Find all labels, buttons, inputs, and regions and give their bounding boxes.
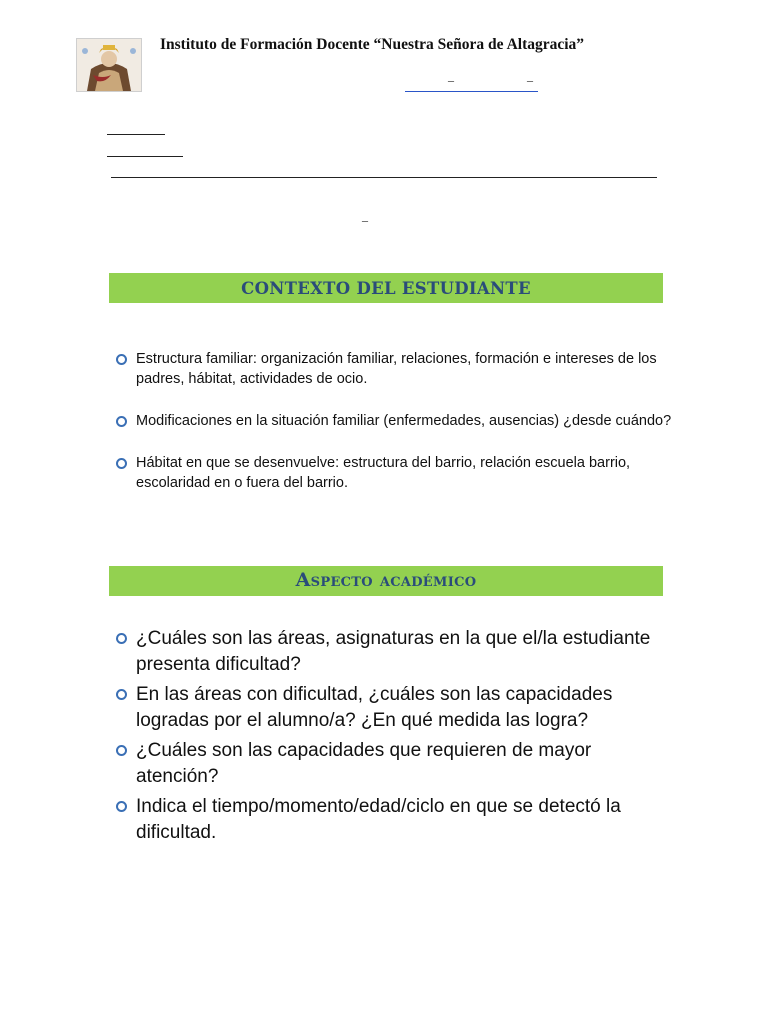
list-item-text: ¿Cuáles son las capacidades que requieren de mayor atención? [136, 740, 592, 787]
list-item [114, 794, 674, 846]
section-title: CONTEXTO DEL ESTUDIANTE [241, 279, 531, 298]
circle-bullet-icon [116, 633, 127, 644]
institution-logo [76, 38, 142, 92]
list-item [114, 682, 674, 734]
list-item-text: Modificaciones en la situación familiar (enfermedades, ausencias) ¿desde cuándo? [136, 413, 672, 429]
section-title: Aspecto académico [295, 569, 477, 591]
list-item-text: En las áreas con dificultad, ¿cuáles son las capacidades logradas por el alumno/a? ¿En qué medida las logra? [136, 684, 613, 731]
list-item [114, 411, 674, 431]
section-banner-academico [109, 566, 663, 596]
list-item [114, 453, 674, 493]
blank-dash: _ [448, 69, 454, 83]
list-item-text: ¿Cuáles son las áreas, asignaturas en la que el/la estudiante presenta dificultad? [136, 628, 651, 675]
blank-dash: _ [527, 69, 533, 83]
circle-bullet-icon [116, 354, 127, 365]
section-banner-contexto [109, 273, 663, 303]
hyperlink-underline [405, 91, 538, 92]
contexto-list [114, 349, 674, 515]
circle-bullet-icon [116, 458, 127, 469]
institution-title: Instituto de Formación Docente “Nuestra Señora de Altagracia” [160, 36, 585, 53]
list-item-text: Indica el tiempo/momento/edad/ciclo en que se detectó la dificultad. [136, 796, 621, 843]
circle-bullet-icon [116, 689, 127, 700]
blank-dash: _ [362, 209, 368, 223]
blank-line [107, 156, 183, 157]
separator-line [111, 177, 657, 178]
academico-list [114, 626, 674, 850]
list-item [114, 626, 674, 678]
list-item [114, 738, 674, 790]
circle-bullet-icon [116, 416, 127, 427]
list-item-text: Hábitat en que se desenvuelve: estructura del barrio, relación escuela barrio, escolaridad en o fuera del barrio. [136, 455, 631, 491]
list-item-text: Estructura familiar: organización familiar, relaciones, formación e intereses de los padres, hábitat, actividades de ocio. [136, 351, 657, 387]
circle-bullet-icon [116, 745, 127, 756]
blank-line [107, 134, 165, 135]
list-item [114, 349, 674, 389]
circle-bullet-icon [116, 801, 127, 812]
